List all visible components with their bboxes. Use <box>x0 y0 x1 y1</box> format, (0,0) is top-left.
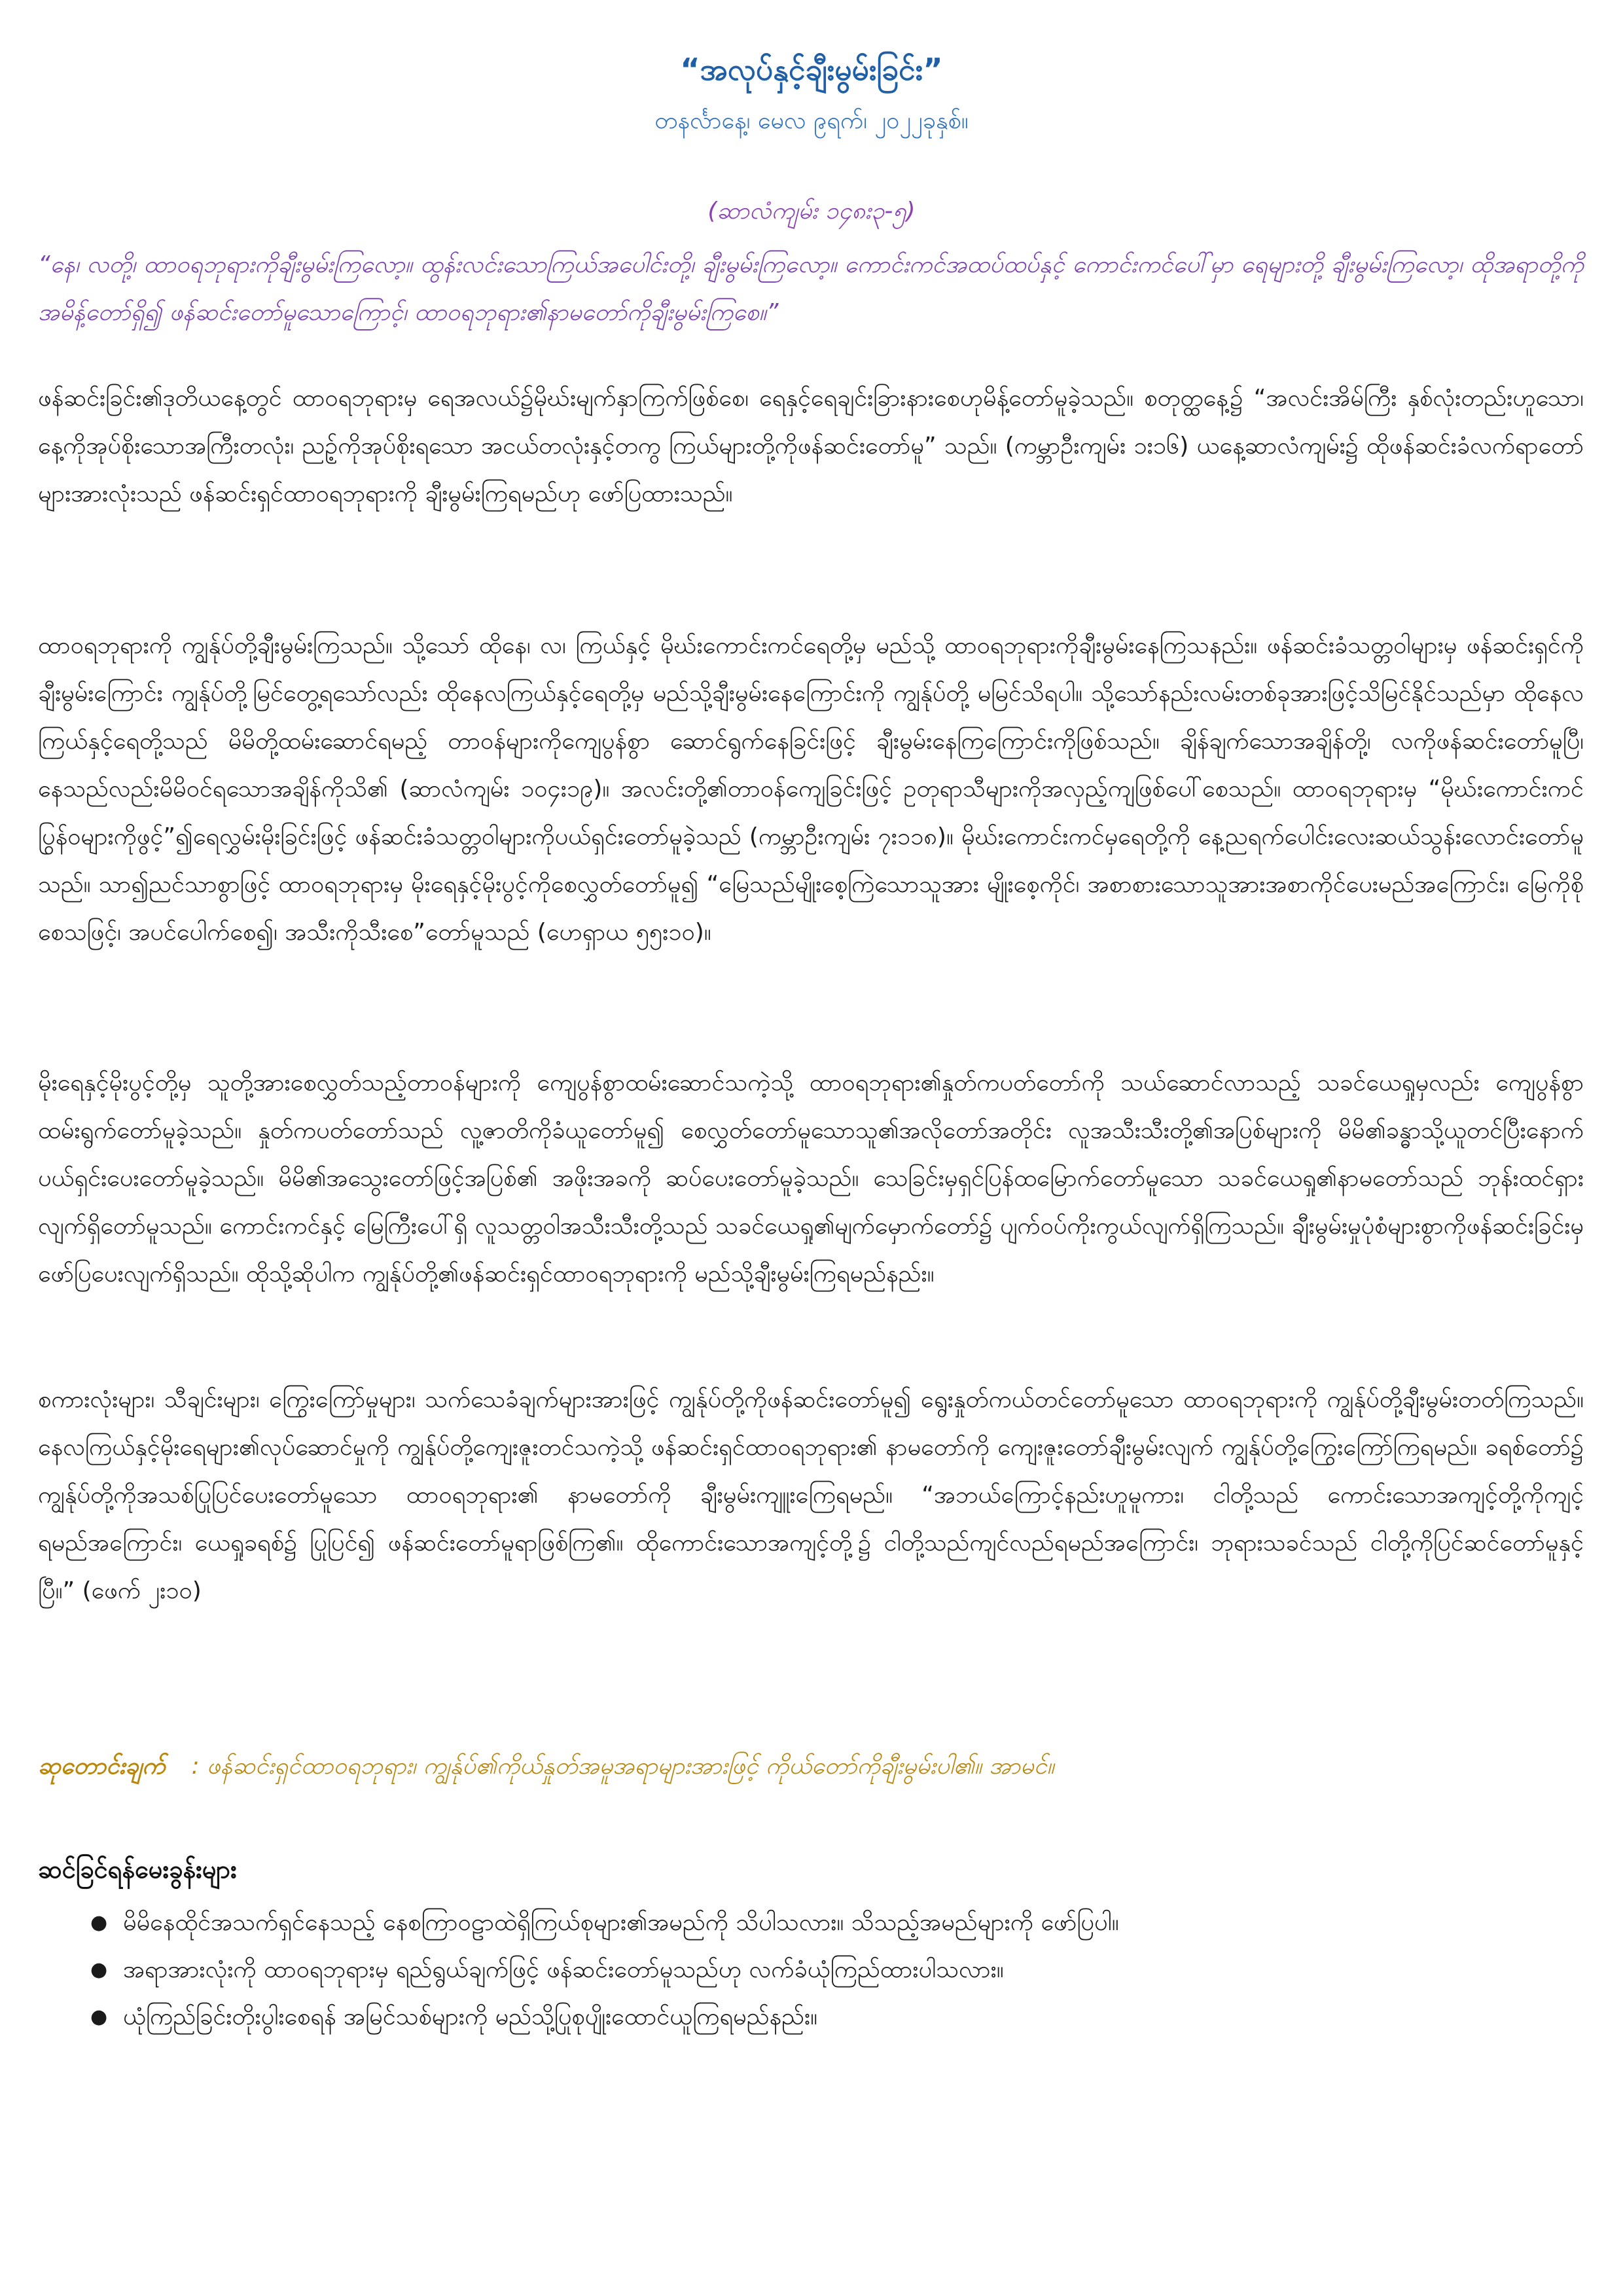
body-paragraph: ဖန်ဆင်းခြင်း၏ဒုတိယနေ့တွင် ထာဝရဘုရားမှ ရေအလယ်၌မိုဃ်းမျက်နှာကြက်ဖြစ်စေ၊ ရေနှင့်ရေချင်းခြားနားစေဟုမိန့်တော်မူခဲ့သည်။ စတုတ္ထနေ့၌ “အလင်းအိမ်ကြီး နှစ်လုံးတည်းဟူသော၊ နေ့ကိုအုပ်စိုးသောအကြီးတလုံး၊ ညဉ့်ကိုအုပ်စိုးရသော အငယ်တလုံးနှင့်တကွ ကြယ်များတို့ကိုဖန်ဆင်းတော်မူ” သည်။ (ကမ္ဘာဦးကျမ်း ၁း၁၆) ယနေ့ဆာလံကျမ်း၌ ထိုဖန်ဆင်းခံလက်ရာတော်များအားလုံးသည် ဖန်ဆင်းရှင်ထာဝရဘုရားကို ချီးမွမ်းကြရမည်ဟု ဖော်ပြထားသည်။ <box>38 385 1584 507</box>
question-item <box>38 1946 1584 1994</box>
prayer-label: ဆုတောင်းချက် <box>38 1753 166 1780</box>
bullet-icon: ● <box>90 2005 108 2028</box>
verse-reference: (ဆာလံကျမ်း ၁၄၈း၃-၅) <box>707 198 916 224</box>
bullet-icon: ● <box>90 1911 108 1934</box>
body-paragraph: စကားလုံးများ၊ သီချင်းများ၊ ကြွေးကြော်မှုများ၊ သက်သေခံချက်များအားဖြင့် ကျွန်ုပ်တို့ကိုဖန်ဆင်းတော်မူ၍ ရွေးနှုတ်ကယ်တင်တော်မူသော ထာဝရဘုရားကို ကျွန်ုပ်တို့ချီးမွမ်းတတ်ကြသည်။ နေလကြယ်နှင့်မိုးရေများ၏လုပ်ဆောင်မှုကို ကျွန်ုပ်တို့ကျေးဇူးတင်သကဲ့သို့ ဖန်ဆင်းရှင်ထာဝရဘုရား၏ နာမတော်ကို ကျေးဇူးတော်ချီးမွမ်းလျက် ကျွန်ုပ်တို့ကြွေးကြော်ကြရမည်။ ခရစ်တော်၌ ကျွန်ုပ်တို့ကိုအသစ်ပြုပြင်ပေးတော်မူသော ထာဝရဘုရား၏ နာမတော်ကို ချီးမွမ်းကျူးကြေရမည်။ “အဘယ်ကြောင့်နည်းဟူမူကား၊ ငါတို့သည် ကောင်းသောအကျင့်တို့ကိုကျင့်ရမည်အကြောင်း၊ ယေရှုခရစ်၌ ပြုပြင်၍ ဖန်ဆင်းတော်မူရာဖြစ်ကြ၏။ ထိုကောင်းသောအကျင့်တို့၌ ငါတို့သည်ကျင်လည်ရမည်အကြောင်း၊ ဘုရားသခင်သည် ငါတို့ကိုပြင်ဆင်တော်မူနှင့်ပြီ။” (ဖေက် ၂း၁၀) <box>38 1386 1584 1604</box>
devotion-title: “အလုပ်နှင့်ချီးမွမ်းခြင်း” <box>680 52 943 87</box>
question-text: မိမိနေထိုင်အသက်ရှင်နေသည့် နေစကြာဝဠာထဲရှိကြယ်စုများ၏အမည်ကို သိပါသလား။ သိသည့်အမည်များကို ဖော်ပြပါ။ <box>123 1909 1119 1936</box>
prayer-text: : ဖန်ဆင်းရှင်ထာဝရဘုရား၊ ကျွန်ုပ်၏ကိုယ်နှုတ်အမူအရာများအားဖြင့် ကိုယ်တော်ကိုချီးမွမ်းပါ၏။ အာမင်။ <box>191 1753 1054 1780</box>
prayer-line <box>38 1742 1584 1790</box>
question-text: အရာအားလုံးကို ထာဝရဘုရားမှ ရည်ရွယ်ချက်ဖြင့် ဖန်ဆင်းတော်မူသည်ဟု လက်ခံယုံကြည်ထားပါသလား။ <box>123 1956 1004 1983</box>
questions-heading: ဆင်ခြင်ရန်မေးခွန်းများ <box>38 1855 237 1884</box>
body-paragraph: မိုးရေနှင့်မိုးပွင့်တို့မှ သူတို့အားစေလွှတ်သည့်တာဝန်များကို ကျေပွန်စွာထမ်းဆောင်သကဲ့သို့ ထာဝရဘုရား၏နှုတ်ကပတ်တော်ကို သယ်ဆောင်လာသည့် သခင်ယေရှုမှလည်း ကျေပွန်စွာထမ်းရွက်တော်မူခဲ့သည်။ နှုတ်ကပတ်တော်သည် လူ့ဇာတိကိုခံယူတော်မူ၍ စေလွှတ်တော်မူသောသူ၏အလိုတော်အတိုင်း လူအသီးသီးတို့၏အပြစ်များကို မိမိ၏ခန္ဓာသို့ယူတင်ပြီးနောက် ပယ်ရှင်းပေးတော်မူခဲ့သည်။ မိမိ၏အသွေးတော်ဖြင့်အပြစ်၏ အဖိုးအခကို ဆပ်ပေးတော်မူခဲ့သည်။ သေခြင်းမှရှင်ပြန်ထမြောက်တော်မူသော သခင်ယေရှု၏နာမတော်သည် ဘုန်းထင်ရှားလျက်ရှိတော်မူသည်။ ကောင်းကင်နှင့် မြေကြီးပေါ်ရှိ လူသတ္တဝါအသီးသီးတို့သည် သခင်ယေရှု၏မျက်မှောက်တော်၌ ပျက်ဝပ်ကိုးကွယ်လျက်ရှိကြသည်။ ချီးမွမ်းမှုပုံစံများစွာကိုဖန်ဆင်းခြင်းမှ ဖော်ပြပေးလျက်ရှိသည်။ ထိုသို့ဆိုပါက ကျွန်ုပ်တို့၏ဖန်ဆင်းရှင်ထာဝရဘုရားကို မည်သို့ချီးမွမ်းကြရမည်နည်း။ <box>38 1069 1584 1287</box>
bullet-icon: ● <box>90 1958 108 1981</box>
body-paragraph: ထာဝရဘုရားကို ကျွန်ုပ်တို့ချီးမွမ်းကြသည်။ သို့သော် ထိုနေ၊ လ၊ ကြယ်နှင့် မိုဃ်းကောင်းကင်ရေတို့မှ မည်သို့ ထာဝရဘုရားကိုချီးမွမ်းနေကြသနည်း။ ဖန်ဆင်းခံသတ္တဝါများမှ ဖန်ဆင်းရှင်ကိုချီးမွမ်းကြောင်း ကျွန်ုပ်တို့မြင်တွေ့ရသော်လည်း ထိုနေလကြယ်နှင့်ရေတို့မှ မည်သို့ချီးမွမ်းနေကြောင်းကို ကျွန်ုပ်တို့ မမြင်သိရပါ။ သို့သော်နည်းလမ်းတစ်ခုအားဖြင့်သိမြင်နိုင်သည်မှာ ထိုနေလကြယ်နှင့်ရေတို့သည် မိမိတို့ထမ်းဆောင်ရမည့် တာဝန်များကိုကျေပွန်စွာ ဆောင်ရွက်နေခြင်းဖြင့် ချီးမွမ်းနေကြကြောင်းကိုဖြစ်သည်။ ချိန်ချက်သောအချိန်တို့၊ လကိုဖန်ဆင်းတော်မူပြီ၊ နေသည်လည်းမိမိဝင်ရသောအချိန်ကိုသိ၏ (ဆာလံကျမ်း ၁၀၄း၁၉)။ အလင်းတို့၏တာဝန်ကျေခြင်းဖြင့် ဥတုရာသီများကိုအလှည့်ကျဖြစ်ပေါ်စေသည်။ ထာဝရဘုရားမှ “မိုဃ်းကောင်းကင်ပြွန်ဝများကိုဖွင့်”၍ရေလွှမ်းမိုးခြင်းဖြင့် ဖန်ဆင်းခံသတ္တဝါများကိုပယ်ရှင်းတော်မူခဲ့သည် (ကမ္ဘာဦးကျမ်း ၇း၁၁၈)။ မိုဃ်းကောင်းကင်မှရေတို့ကို နေ့ညရက်ပေါင်းလေးဆယ်သွန်းလောင်းတော်မူသည်။ သာ၍ညင်သာစွာဖြင့် ထာဝရဘုရားမှ မိုးရေနှင့်မိုးပွင့်ကိုစေလွှတ်တော်မူ၍ “မြေသည်မျိုးစေ့ကြဲသောသူအား မျိုးစေ့ကိုင်၊ အစာစားသောသူအားအစာကိုင်ပေးမည်အကြောင်း၊ မြေကိုစိုစေသဖြင့်၊ အပင်ပေါက်စေ၍၊ အသီးကိုသီးစေ”တော်မူသည် (ဟေရှာယ ၅၅း၁၀)။ <box>38 632 1584 946</box>
question-item <box>38 1899 1584 1946</box>
question-item <box>38 1994 1584 2041</box>
devotion-date: တနင်္လာနေ့၊ မေလ ၉ရက်၊ ၂၀၂၂ခုနှစ်။ <box>654 107 969 134</box>
question-text: ယုံကြည်ခြင်းတိုးပွါးစေရန် အမြင်သစ်များကို မည်သို့ပြုစုပျိုးထောင်ယူကြရမည်နည်း။ <box>123 2003 818 2030</box>
questions-list <box>38 1899 1584 2041</box>
verse-text: “နေ၊ လတို့၊ ထာဝရဘုရားကိုချီးမွမ်းကြလော့။ ထွန်းလင်းသောကြယ်အပေါင်းတို့၊ ချီးမွမ်းကြလော့။ ကောင်းကင်အထပ်ထပ်နှင့် ကောင်းကင်ပေါ်မှာ ရေများတို့ ချီးမွမ်းကြလော့၊ ထိုအရာတို့ကိုအမိန့်တော်ရှိ၍ ဖန်ဆင်းတော်မူသောကြောင့်၊ ထာဝရဘုရား၏နာမတော်ကိုချီးမွမ်းကြစေ။” <box>38 251 1584 326</box>
